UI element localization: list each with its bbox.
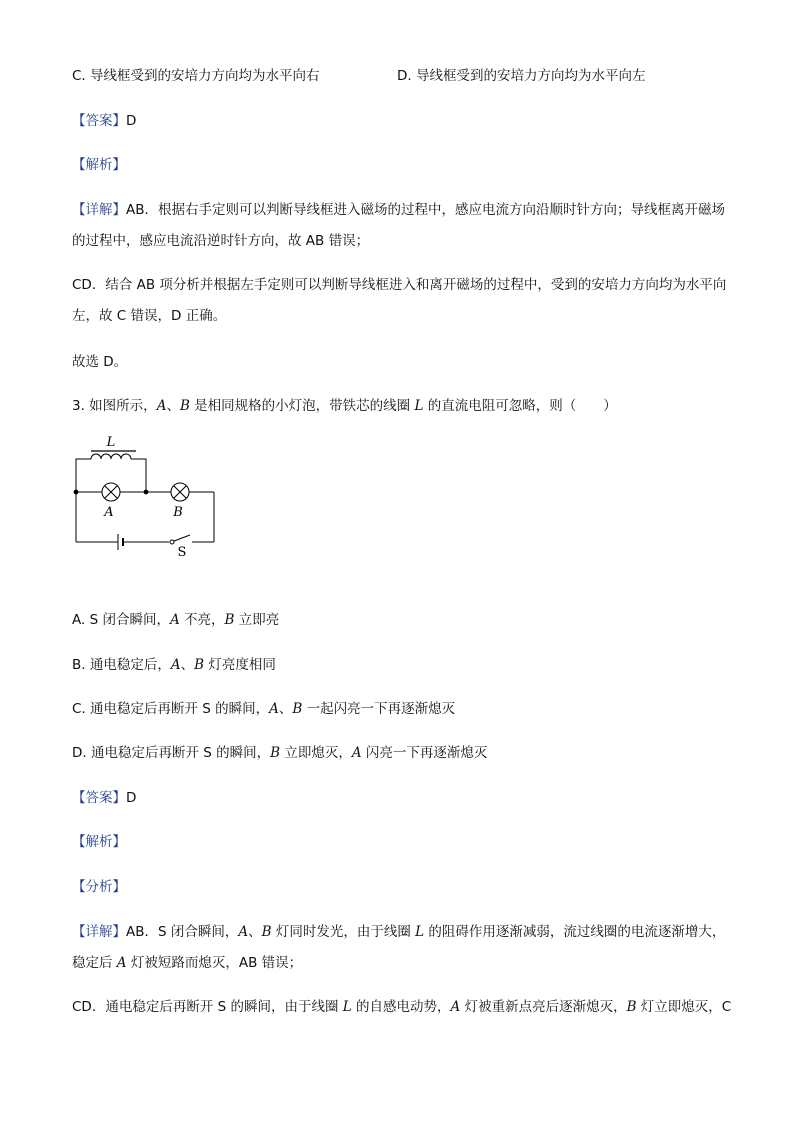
- option-d-q3: [72, 743, 487, 763]
- option-text: 一起闪亮一下再逐渐熄灭: [302, 701, 456, 717]
- analysis-tag-q3: [72, 832, 126, 852]
- conclusion: 故选 D。: [72, 354, 128, 370]
- option-text: 闪亮一下再逐渐熄灭: [361, 745, 488, 761]
- answer-value: D: [126, 113, 137, 129]
- var: A: [450, 999, 461, 1015]
- detail-paragraph-q3: [72, 917, 727, 979]
- analysis-tag: [72, 155, 126, 175]
- label-s: S: [177, 545, 187, 560]
- answer-tag: 【答案】: [72, 790, 126, 806]
- junction-dot: [144, 490, 149, 495]
- label-l: L: [106, 435, 116, 450]
- stem-sep: 、: [166, 398, 180, 414]
- fenxi-tag-text: 【分析】: [72, 879, 126, 895]
- option-a: [72, 610, 279, 630]
- var: L: [342, 999, 352, 1015]
- detail-text: 灯被短路而熄灭，AB 错误；: [126, 955, 303, 971]
- detail-tag: 【详解】: [72, 202, 126, 218]
- option-c: C. 导线框受到的安培力方向均为水平向右: [72, 68, 320, 84]
- detail-text: 、: [248, 924, 262, 940]
- detail-paragraph-cd: CD．结合 AB 项分析并根据左手定则可以判断导线框进入和离开磁场的过程中，受到的安培力方向均为水平向左，故 C 错误，D 正确。: [72, 277, 727, 324]
- var-l: L: [414, 398, 424, 414]
- detail-text: 灯被重新点亮后逐渐熄灭，: [460, 999, 627, 1015]
- detail-text: 的阻碍作用逐渐减弱，流过线圈的电流逐渐增大，稳定后: [72, 924, 726, 971]
- fenxi-tag: [72, 877, 126, 897]
- label-a: A: [104, 505, 114, 520]
- analysis-tag-text: 【解析】: [72, 834, 126, 850]
- var: B: [261, 924, 272, 940]
- question-stem: [72, 396, 617, 416]
- detail-tag: 【详解】: [72, 924, 126, 940]
- var: B: [292, 701, 303, 717]
- var: B: [626, 999, 637, 1015]
- answer-tag: 【答案】: [72, 113, 126, 129]
- option-text: A. S 闭合瞬间，: [72, 612, 170, 628]
- option-text: 立即熄灭，: [280, 745, 352, 761]
- stem-part: 是相同规格的小灯泡，带铁芯的线圈: [189, 398, 415, 414]
- answer-line-q3: [72, 788, 136, 808]
- detail-text: CD．通电稳定后再断开 S 的瞬间，由于线圈: [72, 999, 343, 1015]
- label-b: B: [173, 505, 183, 520]
- junction-dot: [74, 490, 79, 495]
- option-text: 、: [278, 701, 293, 717]
- analysis-tag-text: 【解析】: [72, 157, 126, 173]
- option-text: 灯亮度相同: [204, 657, 276, 673]
- option-text: 不亮，: [179, 612, 225, 628]
- option-c-q3: [72, 699, 455, 719]
- detail-text: AB．根据右手定则可以判断导线框进入磁场的过程中，感应电流方向沿顺时针方向；导线框离开磁场的过程中，感应电流沿逆时针方向，故 AB 错误；: [72, 202, 725, 249]
- var: B: [224, 612, 235, 628]
- option-b: [72, 655, 276, 675]
- inductor-coil: [91, 454, 131, 459]
- option-text: 、: [180, 657, 195, 673]
- var: L: [415, 924, 425, 940]
- stem-part: 的直流电阻可忽略，则（ ）: [423, 398, 617, 414]
- option-text: 立即亮: [234, 612, 280, 628]
- stem-part: 如图所示，: [84, 398, 157, 414]
- var: A: [170, 657, 181, 673]
- var: A: [238, 924, 249, 940]
- answer-value: D: [126, 790, 137, 806]
- detail-text: 灯同时发光，由于线圈: [271, 924, 416, 940]
- option-text: B. 通电稳定后，: [72, 657, 171, 673]
- var: B: [194, 657, 205, 673]
- answer-line: [72, 111, 136, 131]
- question-number: 3.: [72, 398, 85, 414]
- circuit-diagram: [66, 432, 226, 562]
- option-d: D. 导线框受到的安培力方向均为水平向左: [397, 68, 646, 84]
- var: A: [269, 701, 279, 717]
- switch-contact: [170, 540, 174, 544]
- option-text: C. 通电稳定后再断开 S 的瞬间，: [72, 701, 270, 717]
- var: A: [169, 612, 180, 628]
- switch-lever: [174, 535, 190, 541]
- var-a: A: [156, 398, 167, 414]
- var: B: [270, 745, 281, 761]
- detail-cd-q3: [72, 997, 731, 1017]
- option-text: D. 通电稳定后再断开 S 的瞬间，: [72, 745, 271, 761]
- detail-paragraph: [72, 195, 727, 257]
- var: A: [351, 745, 362, 761]
- var: A: [116, 955, 127, 971]
- detail-text: 的自感电动势，: [351, 999, 451, 1015]
- var-b: B: [179, 398, 190, 414]
- detail-text: 灯立即熄灭，C: [636, 999, 732, 1015]
- detail-text: AB．S 闭合瞬间，: [126, 924, 239, 940]
